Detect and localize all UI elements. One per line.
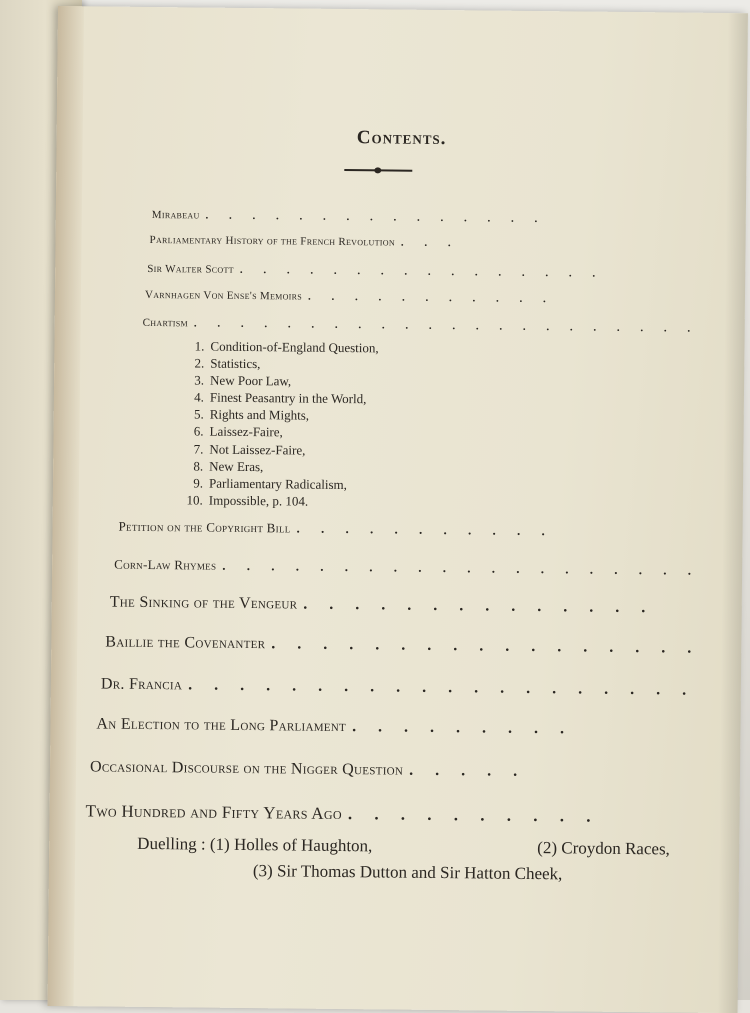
- list-item: [182, 354, 378, 373]
- toc-entry-label: Varnhagen Von Ense's Memoirs: [144, 288, 303, 303]
- toc-entry-label: Chartism: [142, 316, 189, 330]
- toc-leader-dots: . . . . . . . . . . . . . . . .: [239, 263, 605, 280]
- chartism-sublist: [181, 337, 379, 510]
- toc-entry-label: The Sinking of the Vengeur: [109, 593, 298, 613]
- toc-entry-walter-scott: [147, 263, 604, 280]
- toc-leader-dots: . . . . . . . . . . .: [296, 520, 554, 539]
- item-text: Not Laissez-Faire,: [209, 441, 306, 458]
- list-item: [182, 406, 378, 425]
- item-number: 2.: [194, 355, 205, 371]
- toc-entry-label: Mirabeau: [151, 208, 200, 222]
- toc-entry-copyright-bill: [118, 519, 553, 540]
- toc-leader-dots: . . . . . . . . . . . . . . .: [205, 209, 547, 226]
- item-text: New Eras,: [209, 458, 264, 474]
- duelling-item: (2) Croydon Races,: [537, 838, 670, 859]
- list-item: [182, 372, 378, 391]
- item-number: 7.: [193, 441, 204, 457]
- toc-entry-occasional-discourse: [90, 758, 526, 781]
- list-item: [181, 423, 377, 442]
- toc-leader-dots: . . . . .: [409, 761, 527, 780]
- toc-entry-label: Corn-Law Rhymes: [114, 556, 217, 573]
- toc-leader-dots: . . . . . . . . . . .: [307, 290, 555, 306]
- toc-leader-dots: . . . . . . . . . . . . . . . . . . . .: [188, 676, 696, 699]
- toc-entry-long-parliament: [96, 715, 573, 738]
- toc-leader-dots: . . .: [400, 236, 460, 250]
- toc-leader-dots: . . . . . . . . .: [352, 718, 574, 738]
- toc-entry-vengeur: [110, 594, 655, 618]
- toc-entry-baillie: [105, 634, 700, 658]
- list-item: [181, 491, 377, 510]
- title-ornament-rule: [344, 169, 412, 172]
- item-number: 6.: [193, 423, 204, 440]
- toc-leader-dots: . . . . . . . . . . . . . . . . .: [271, 635, 701, 657]
- toc-leader-dots: . . . . . . . . . .: [347, 804, 600, 826]
- item-text: Impossible, p. 104.: [208, 492, 309, 509]
- toc-entry-label: Parliamentary History of the French Revolution: [149, 233, 395, 249]
- item-number: 3.: [194, 372, 205, 388]
- item-text: Finest Peasantry in the World,: [209, 389, 367, 407]
- item-text: Laissez-Faire,: [209, 424, 283, 440]
- toc-entry-label: Sir Walter Scott: [147, 262, 234, 276]
- item-number: 8.: [193, 458, 204, 474]
- toc-entry-corn-law-rhymes: [114, 557, 700, 579]
- list-item: [182, 389, 378, 408]
- toc-entry-label: An Election to the Long Parliament: [96, 715, 347, 736]
- toc-entry-chartism: [143, 317, 700, 335]
- toc-entry-label: Occasional Discourse on the Nigger Question: [89, 758, 404, 779]
- item-text: New Poor Law,: [210, 372, 292, 389]
- toc-entry-label: Petition on the Copyright Bill: [118, 518, 291, 536]
- item-text: Statistics,: [210, 355, 261, 372]
- item-text: Parliamentary Radicalism,: [208, 475, 347, 492]
- toc-entry-label: Two Hundred and Fifty Years Ago: [85, 801, 342, 824]
- toc-entry-label: Baillie the Covenanter: [105, 633, 266, 653]
- list-item: [181, 440, 377, 459]
- toc-leader-dots: . . . . . . . . . . . . . . . . . . . .: [222, 557, 701, 578]
- duelling-prefix: Duelling :: [137, 833, 206, 854]
- duelling-subentries: [137, 831, 670, 887]
- item-text: Rights and Mights,: [209, 406, 310, 424]
- item-text: Condition-of-England Question,: [210, 338, 379, 356]
- list-item: [182, 337, 378, 356]
- toc-entry-two-hundred-fifty: [85, 801, 599, 826]
- toc-leader-dots: . . . . . . . . . . . . . .: [303, 595, 655, 617]
- list-item: [181, 474, 377, 493]
- toc-entry-french-revolution: [149, 234, 459, 249]
- toc-entry-varnhagen: [145, 289, 555, 305]
- toc-entry-dr-francia: [101, 675, 695, 699]
- toc-leader-dots: . . . . . . . . . . . . . . . . . . . . . .: [193, 317, 700, 335]
- page-title: Contents.: [356, 127, 447, 150]
- duelling-item: (3) Sir Thomas Dutton and Sir Hatton Cheek,: [252, 861, 563, 884]
- item-number: 1.: [194, 338, 205, 354]
- item-number: 5.: [193, 406, 204, 422]
- book-page: [48, 6, 748, 1013]
- item-number: 9.: [193, 475, 204, 491]
- item-number: 4.: [194, 389, 204, 405]
- duelling-line-2: [137, 857, 563, 887]
- list-item: [181, 457, 377, 476]
- item-number: 10.: [186, 492, 203, 508]
- duelling-line-1: [137, 831, 670, 861]
- toc-entry-label: Dr. Francia: [100, 675, 183, 694]
- duelling-item: (1) Holles of Haughton,: [209, 834, 373, 856]
- toc-entry-mirabeau: [152, 209, 547, 225]
